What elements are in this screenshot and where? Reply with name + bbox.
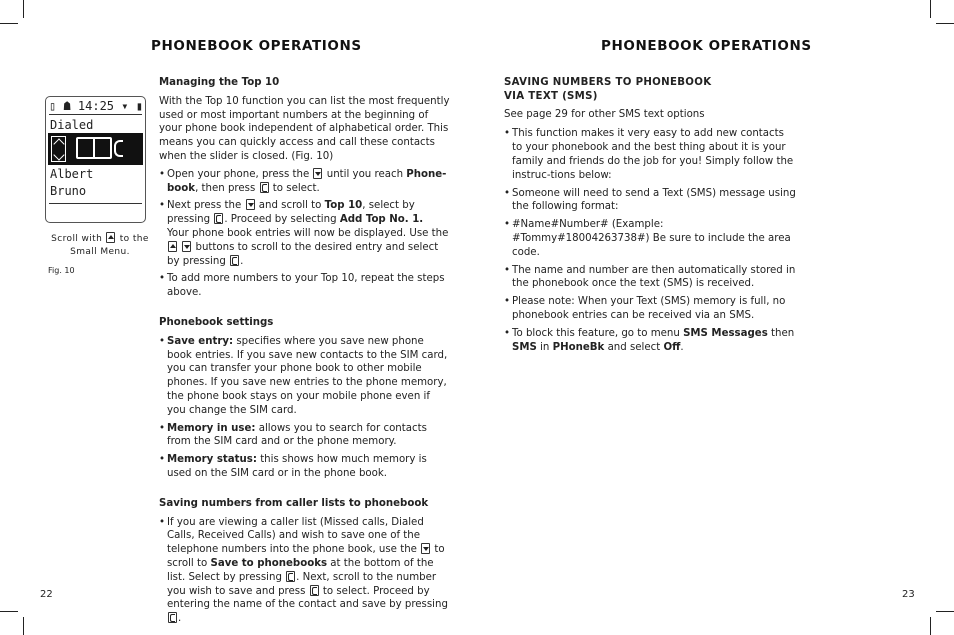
up-key-icon [106,232,115,243]
clock-time: 14:25 [77,99,115,113]
right-column [504,76,796,358]
call-key-icon [230,255,239,266]
phonebook-icon [76,137,112,159]
list-item: • Memory status: this shows how much memory is used on the SIM card or in the phone book. [159,453,451,481]
down-key-icon [421,543,430,554]
bullet-list [159,168,451,300]
list-item: • To add more numbers to your Top 10, repeat the steps above. [159,272,451,300]
up-key-icon [168,241,177,252]
divider [49,114,142,115]
page-number-right: 23 [902,589,915,600]
list-item: • Please note: When your Text (SMS) memory is full, no phonebook entries can be received via an SMS. [504,295,796,323]
section-heading: VIA TEXT (SMS) [504,90,598,102]
list-item: • To block this feature, go to menu SMS Messages then SMS in PHoneBk and select Off. [504,327,796,355]
crop-mark [930,617,931,635]
left-page-header: PHONEBOOK OPERATIONS [151,38,362,54]
list-item: • #Name#Number# (Example: #Tommy#18004263738#) Be sure to include the area code. [504,218,796,259]
list-item: • If you are viewing a caller list (Missed calls, Dialed Calls, Received Calls) and wish to save one of the telephone numbers into the phone book, use the to scroll to Save to phonebooks at the bottom of the list. Select by pressing . Next, scroll to the number you wish to save and press to select. Proceed by entering the name of the contact and save by pressing . [159,516,451,626]
crop-mark [0,23,18,24]
list-item: • The name and number are then automatically stored in the phonebook once the text (SMS) is received. [504,264,796,292]
left-column [159,76,451,630]
list-item: • This function makes it very easy to add new contacts to your phonebook and the best thing about it is your family and friends do the job for you! Simply follow the instruc-tions below: [504,127,796,182]
call-key-icon [214,213,223,224]
section-heading: Saving numbers from caller lists to phonebook [159,497,429,509]
handset-icon [114,140,123,157]
call-key-icon [286,571,295,582]
divider [49,203,142,204]
screen-title: Dialed [50,118,94,132]
phone-screen-illustration [45,96,146,223]
caption-text: to the [119,234,149,244]
section-heading: SAVING NUMBERS TO PHONEBOOK [504,77,712,88]
down-key-icon [313,168,322,179]
paragraph: With the Top 10 function you can list the most frequently used or most important numbers at the beginning of your phone book independent of alphabetical order. This means you can quickly access and call these contacts when the slider is closed. (Fig. 10) [159,95,450,162]
section-heading: Phonebook settings [159,316,274,328]
menu-highlight-bar [48,133,143,165]
contact-name: Albert [50,167,94,181]
crop-mark [23,0,24,18]
scroll-arrows-icon [51,136,66,162]
down-key-icon [182,241,191,252]
crop-mark [0,611,18,612]
crop-mark [23,617,24,635]
down-key-icon [246,199,255,210]
caption-text: Scroll with [51,234,103,244]
bullet-list [159,335,451,481]
bullet-list [159,516,451,626]
list-item: • Next press the and scroll to Top 10, select by pressing . Proceed by selecting Add Top No. 1. Your phone book entries will now be displayed. Use the buttons to scroll to the desired entry and select by pressing . [159,199,451,268]
call-key-icon [310,585,319,596]
bullet-list [504,127,796,354]
crop-mark [930,0,931,18]
crop-mark [936,611,954,612]
list-item: • Memory in use: allows you to search for contacts from the SIM card and or the phone memory. [159,422,451,450]
call-key-icon [260,182,269,193]
list-item: • Someone will need to send a Text (SMS) message using the following format: [504,187,796,215]
list-item: • Save entry: specifies where you save new phone book entries. If you save new contacts to the SIM card, you can transfer your phone book to other mobile phones. If you save new entries to the phone memory, the phone book stays on your mobile phone even if you change the SIM card. [159,335,451,418]
list-item: • Open your phone, press the until you reach Phone-book, then press to select. [159,168,451,196]
status-bar: ▯ ☗ 14:25 ▾ ▮ [49,99,143,113]
figure-label: Fig. 10 [48,266,75,275]
contact-name: Bruno [50,184,87,198]
call-key-icon [168,612,177,623]
section-heading: Managing the Top 10 [159,77,280,88]
page-number-left: 22 [40,589,53,600]
right-page-header: PHONEBOOK OPERATIONS [601,38,812,54]
figure-caption [45,232,155,259]
caption-text: Small Menu. [70,247,130,257]
paragraph: See page 29 for other SMS text options [504,108,705,120]
crop-mark [936,23,954,24]
